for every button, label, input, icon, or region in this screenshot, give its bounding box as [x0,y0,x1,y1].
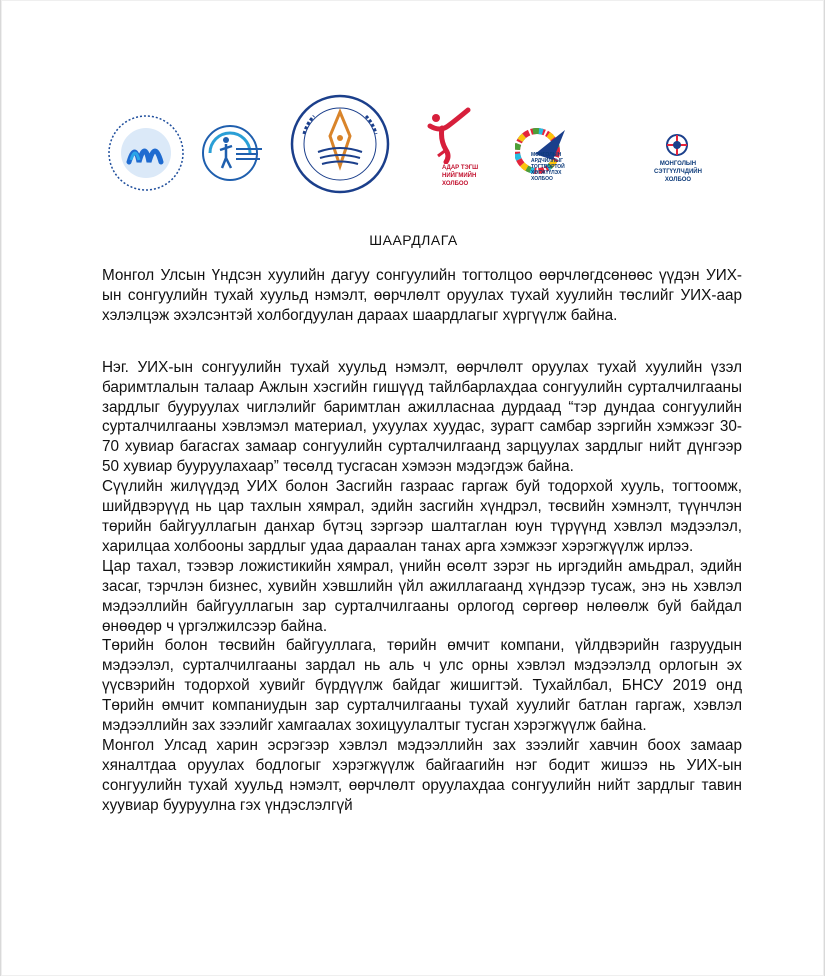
body-paragraph-intro: Монгол Улсын Үндсэн хуулийн дагуу сонгуулийн тогтолцоо өөрчлөгдсөнөөс үүдэн УИХ-ын сонгуулийн тухай хуульд нэмэлт, өөрчлөлт оруулах тухай хуулийн төслийг УИХ-аар хэлэлцэж эхэлсэнтэй холбогдуулан дараах шаардлагыг хүргүүлж байна. [102,267,742,324]
body-paragraph-3: Цар тахал, тээвэр ложистикийн хямрал, үнийн өсөлт зэрэг нь иргэдийн амьдрал, эдийн засаг, тэрчлэн бизнес, хувийн хэвшлийн үйл ажиллагаанд хүндээр тусаж, энэ нь хэвлэл мэдээллийн байгууллагын зар сурталчилгааны орлогод сөргөөр нөлөөлж буй байдал өнөөдөр ч үргэлжилсээр байна. [102,557,742,635]
mongolian-journalists-union-logo [290,94,390,194]
body-paragraph-5: Монгол Улсад харин эсрэгээр хэвлэл мэдээллийн зах зээлийг хавчин боох замаар хяналтдаа оруулах бодлогыг хэрэгжүүлж байгаагийн нэг бодит жишээ нь УИХ-ын сонгуулийн тухай хуульд нэмэлт, өөрчлөлт оруулахдаа сонгуулийн нийт зардлыг тавин хуувиар бууруулна гэх үндэслэлгүй [102,736,742,814]
logo-strip [1,92,825,196]
body-paragraph-1: Нэг. УИХ-ын сонгуулийн тухай хуульд нэмэлт, өөрчлөлт оруулах тухай хуулийн үзэл баримтлалын талаар Ажлын хэсгийн гишүүд тайлбарлахдаа сонгуулийн сурталчилгааны зардлыг бууруулах чиглэлийг баримтлан ажилласнаа дурдаад “тэр дундаа сонгуулийн сурталчилгааны хэвлэмэл материал, ухуулах хуудас, зурагт самбар зэргийн хэмжээг 30-70 хувиар багасгах замаар сонгуулийн сурталчилгаанд зарцуулах зардлыг нийт дүнгээр 50 хувиар бууруулахаар” төсөлд тусгасан хэмээн мэдэгдэж байна. [102,358,742,476]
gender-equality-logo [420,106,479,187]
body-paragraph-4: Төрийн болон төсвийн байгууллага, төрийн өмчит компани, үйлдвэрийн газруудын мэдээлэл, сурталчилгааны зардал нь аль ч улс орны хэвлэл мэдээлэлд орлогын эх үүсвэрийн тодорхой хувийг бүрдүүлж байдаг жишигтэй. Тухайлбал, БНСУ 2019 онд Төрийн өмчит компаниудын зар сурталчилгааны тухай хуулийг батлан гаргаж, хэвлэл мэдээллийн зах зээлийг хамгаалах зохицуулалтыг тусган хэрэгжүүлж байна. [102,637,742,735]
document-heading: ШААРДЛАГА [369,232,458,248]
body-paragraph-2: Сүүлийн жилүүдэд УИХ болон Засгийн газраас гаргаж буй тодорхой хууль, тогтоомж, шийдвэрүүд нь цар тахлын хямрал, эдийн засгийн хүндрэл, төсвийн хэмнэлт, түүнчлэн төрийн байгууллагын данхар бүтэц зэргээр шалтаглан юун түрүүнд хэвлэл мэдээлэл, харилцаа холбооны зардлыг удаа дараалан танах арга хэмжээг хэрэгжүүлж ирлээ. [102,478,742,555]
mongolian-sports-federation-logo [107,114,185,192]
gender-equality-caption: АДАР ТЭГШ НИЙГМИЙН ХОЛБОО [442,165,479,187]
mongolian-journalists-association-caption: МОНГОЛЫН СЭТГҮҮЛЧДИЙН ХОЛБОО [654,161,702,183]
document-body [102,266,742,816]
sdg-journalists-logo [515,126,569,182]
sdg-journalists-caption: МОНГОЛЫН АРДЧИЛЛЫГ ТОГТВОРТОЙ ХӨГЖҮҮЛЭХ ХОЛБОО [531,152,565,182]
press-institute-logo [200,120,268,186]
mongolian-journalists-association-logo [654,132,702,183]
